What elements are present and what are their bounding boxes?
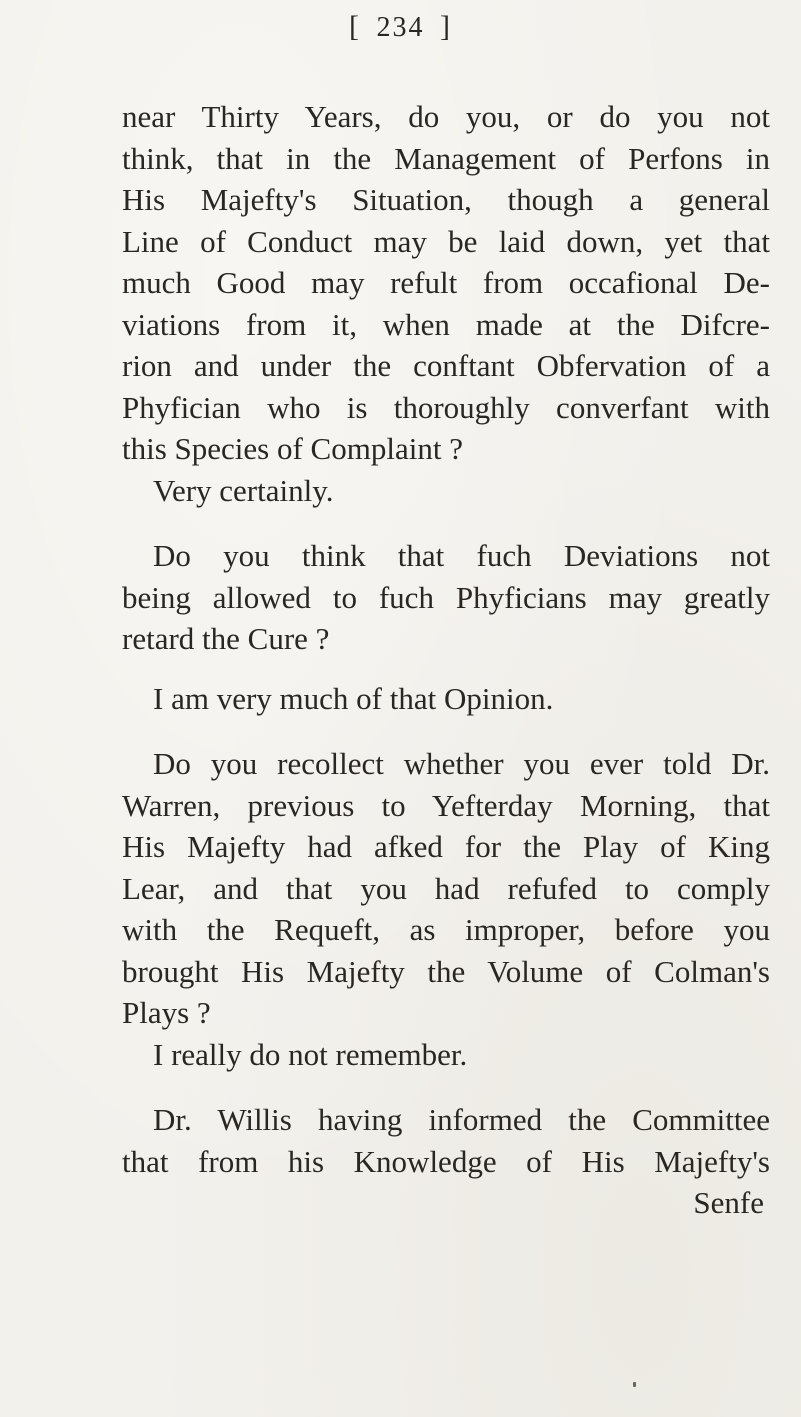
text-line: this Species of Complaint ?	[122, 431, 463, 466]
header-close-bracket: ]	[440, 10, 452, 43]
answer-line: I am very much of that Opinion.	[153, 680, 554, 716]
page-speck	[633, 1382, 636, 1387]
page-header	[0, 10, 801, 44]
text-line: rion and under the conftant Obfervation of a	[122, 348, 770, 383]
answer-line: I really do not remember.	[153, 1036, 468, 1072]
text-line: His Majefty had afked for the Play of King	[122, 829, 770, 864]
text-line: with the Requeft, as improper, before you	[122, 912, 770, 947]
text-line: retard the Cure ?	[122, 621, 330, 656]
paragraph-start-line: Dr. Willis having informed the Committee	[153, 1102, 770, 1137]
text-line: think, that in the Management of Perfons in	[122, 140, 770, 176]
text-line: near Thirty Years, do you, or do you not	[122, 99, 770, 134]
header-open-bracket: [	[349, 10, 361, 43]
answer-line: Very certainly.	[153, 472, 334, 508]
text-line: His Majefty's Situation, though a general	[122, 182, 770, 217]
text-line: being allowed to fuch Phyficians may greatly	[122, 579, 770, 615]
text-line: brought His Majefty the Volume of Colman's	[122, 953, 770, 989]
text-line: Plays ?	[122, 995, 211, 1030]
text-line: that from his Knowledge of His Majefty's	[122, 1143, 770, 1179]
body-text	[122, 96, 770, 1224]
question-line: Do you think that fuch Deviations not	[153, 538, 770, 573]
question-line: Do you recollect whether you ever told Dr.	[153, 746, 770, 781]
catchword: Senfe	[693, 1185, 764, 1220]
text-line: Lear, and that you had refufed to comply	[122, 870, 770, 906]
text-line: much Good may refult from occafional De-	[122, 265, 770, 300]
text-line: Phyfician who is thoroughly converfant with	[122, 389, 770, 425]
text-line: viations from it, when made at the Difcre-	[122, 306, 770, 342]
text-line: Warren, previous to Yefterday Morning, that	[122, 787, 770, 823]
page-number: 234	[376, 12, 425, 43]
text-line: Line of Conduct may be laid down, yet that	[122, 223, 770, 259]
